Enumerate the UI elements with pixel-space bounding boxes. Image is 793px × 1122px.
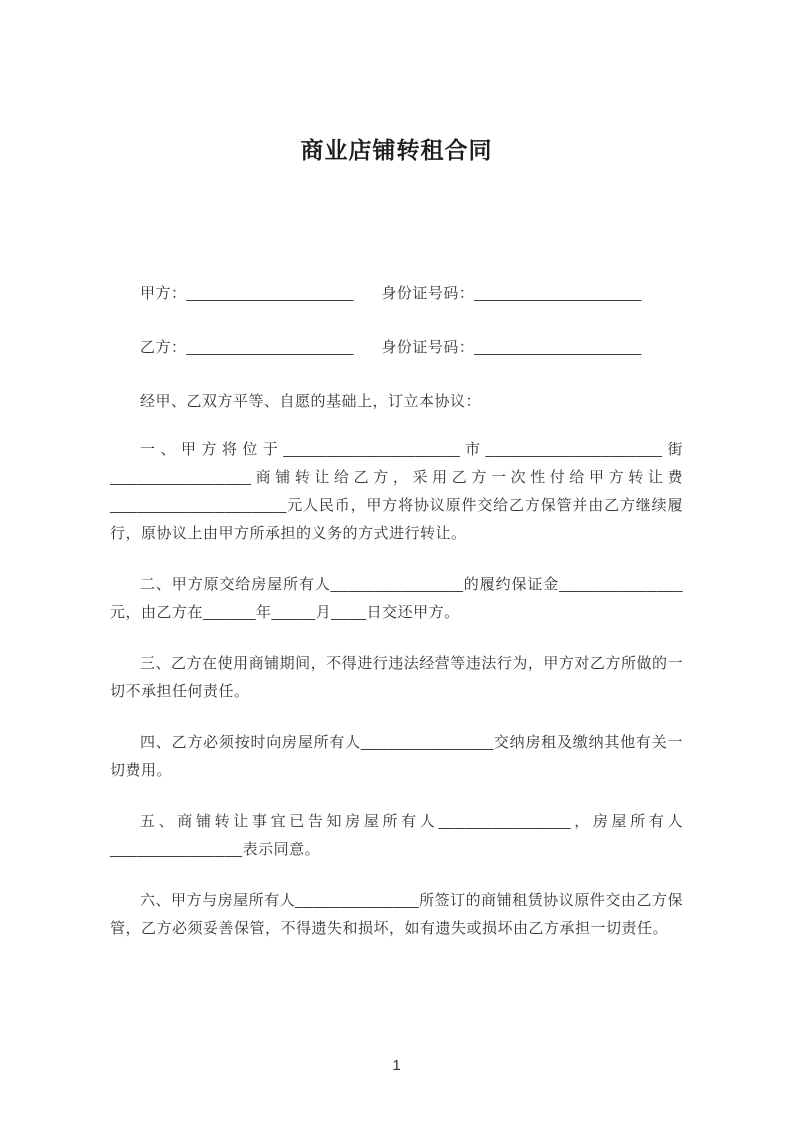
party-b-id-label: 身份证号码： [381,339,475,356]
party-a-id-blank: ____________________ [474,285,642,302]
clause-4: 四、乙方必须按时向房屋所有人_______________交纳房租及缴纳其他有关一切费用。 [110,734,683,779]
clause-6: 六、甲方与房屋所有人______________所签订的商铺租赁协议原件交由乙方保管，乙方必须妥善保管，不得遗失和损坏，如有遗失或损坏由乙方承担一切责任。 [110,892,683,937]
party-a-id-label: 身份证号码： [381,285,475,302]
party-b-label: 乙方： [140,339,187,356]
document-title: 商业店铺转租合同 [300,137,493,163]
clause-1: 一、甲方将位于____________________市____________________街________________商铺转让给乙方，采用乙方一次性付给甲方转让费____________________元人民币，甲方将协议原件交给乙方保管并由乙方继续履行，原协议上由甲方所承担的义务的方式进行转让。 [110,441,683,542]
clause-3: 三、乙方在使用商铺期间，不得进行违法经营等违法行为，甲方对乙方所做的一切不承担任何责任。 [110,655,683,700]
page-number: 1 [392,1057,401,1074]
party-b-line [110,337,683,359]
party-a-line [110,283,683,305]
party-a-name-blank: ____________________ [186,285,354,302]
party-b-name-blank: ____________________ [186,339,354,356]
clause-2: 二、甲方原交给房屋所有人_______________的履约保证金______________元，由乙方在______年_____月____日交还甲方。 [110,576,683,621]
clause-5: 五、商铺转让事宜已告知房屋所有人_______________，房屋所有人_______________表示同意。 [110,813,683,858]
intro-paragraph: 经甲、乙双方平等、自愿的基础上，订立本协议： [140,393,482,410]
party-b-id-blank: ____________________ [474,339,642,356]
party-a-label: 甲方： [140,285,187,302]
